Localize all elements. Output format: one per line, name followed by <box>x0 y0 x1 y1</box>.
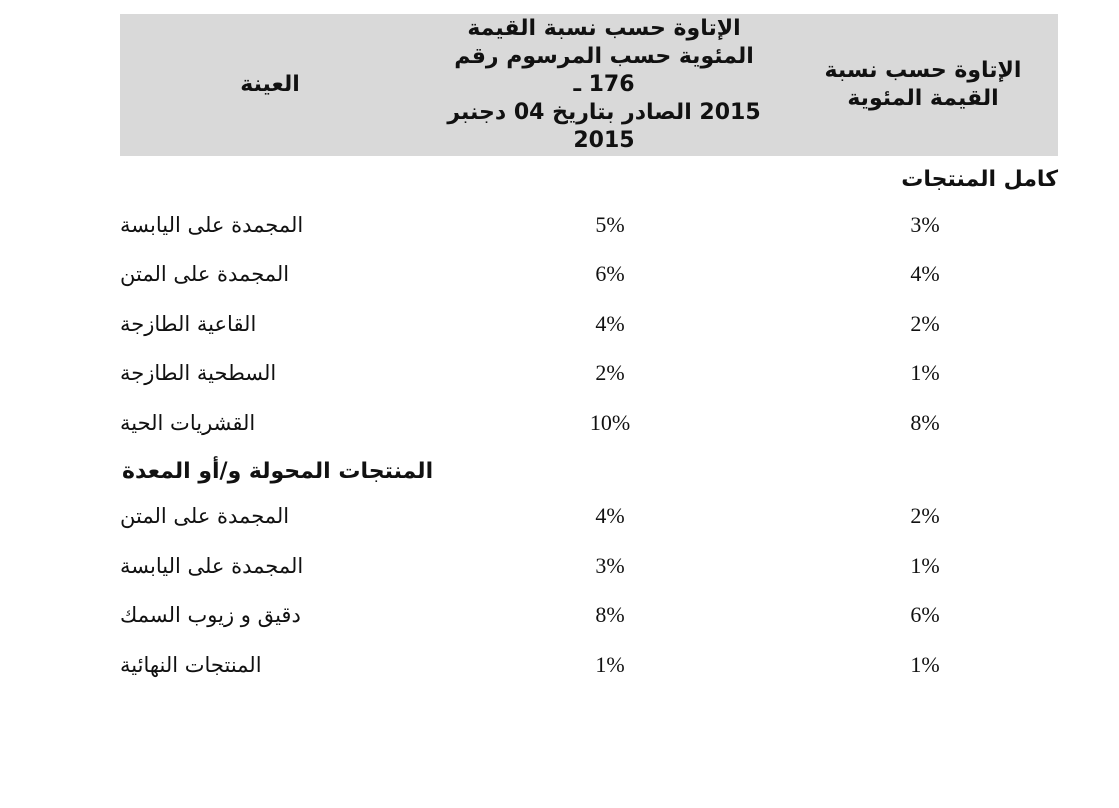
table-row <box>120 541 1058 591</box>
sample-name: القشريات الحية <box>120 410 256 435</box>
header-value-percentage-decree <box>420 14 788 156</box>
sample-name: المجمدة على المتن <box>120 504 290 529</box>
section-title: كامل المنتجات <box>901 167 1058 192</box>
percentage-value: 1% <box>910 651 940 677</box>
percentage-value: 4% <box>910 261 940 287</box>
decree-value: 5% <box>595 211 625 237</box>
percentage-value: 8% <box>910 409 940 435</box>
percentage-value: 1% <box>910 360 940 386</box>
percentage-value: 2% <box>910 503 940 529</box>
header-line: الإتاوة حسب نسبة <box>824 58 1022 83</box>
header-line: الإتاوة حسب نسبة القيمة <box>467 16 741 41</box>
decree-value: 4% <box>595 503 625 529</box>
decree-value: 4% <box>595 310 625 336</box>
header-value-percentage <box>788 14 1058 156</box>
table-row <box>120 200 1058 250</box>
table-row <box>120 640 1058 690</box>
section-header-processed-products <box>120 448 1058 492</box>
table-row <box>120 250 1058 300</box>
percentage-value: 3% <box>910 211 940 237</box>
table-row <box>120 591 1058 641</box>
decree-value: 3% <box>595 552 625 578</box>
decree-value: 2% <box>595 360 625 386</box>
sample-name: المجمدة على اليابسة <box>120 212 304 237</box>
header-line: المئوية حسب المرسوم رقم 176 ـ <box>454 44 754 97</box>
table-header <box>120 14 1058 156</box>
sample-name: المجمدة على اليابسة <box>120 553 304 578</box>
royalty-table <box>120 14 1058 690</box>
header-sample: العينة <box>240 72 300 97</box>
header-line: القيمة المئوية <box>847 86 999 111</box>
section-title: المنتجات المحولة و/أو المعدة <box>122 458 434 484</box>
sample-name: المنتجات النهائية <box>120 652 262 677</box>
percentage-value: 1% <box>910 552 940 578</box>
table-row <box>120 349 1058 399</box>
sample-name: السطحية الطازجة <box>120 361 277 386</box>
decree-value: 8% <box>595 602 625 628</box>
decree-value: 10% <box>589 409 631 435</box>
sample-name: القاعية الطازجة <box>120 311 257 336</box>
percentage-value: 2% <box>910 310 940 336</box>
section-header-all-products <box>120 156 1058 200</box>
sample-name: المجمدة على المتن <box>120 262 290 287</box>
decree-value: 6% <box>595 261 625 287</box>
header-line: 2015 الصادر بتاريخ 04 دجنبر <box>447 100 761 125</box>
decree-value: 1% <box>595 651 625 677</box>
table-row <box>120 398 1058 448</box>
sample-name: دقيق و زيوب السمك <box>120 603 301 628</box>
table-row <box>120 299 1058 349</box>
table-row <box>120 492 1058 542</box>
percentage-value: 6% <box>910 602 940 628</box>
header-line: 2015 <box>573 128 635 153</box>
